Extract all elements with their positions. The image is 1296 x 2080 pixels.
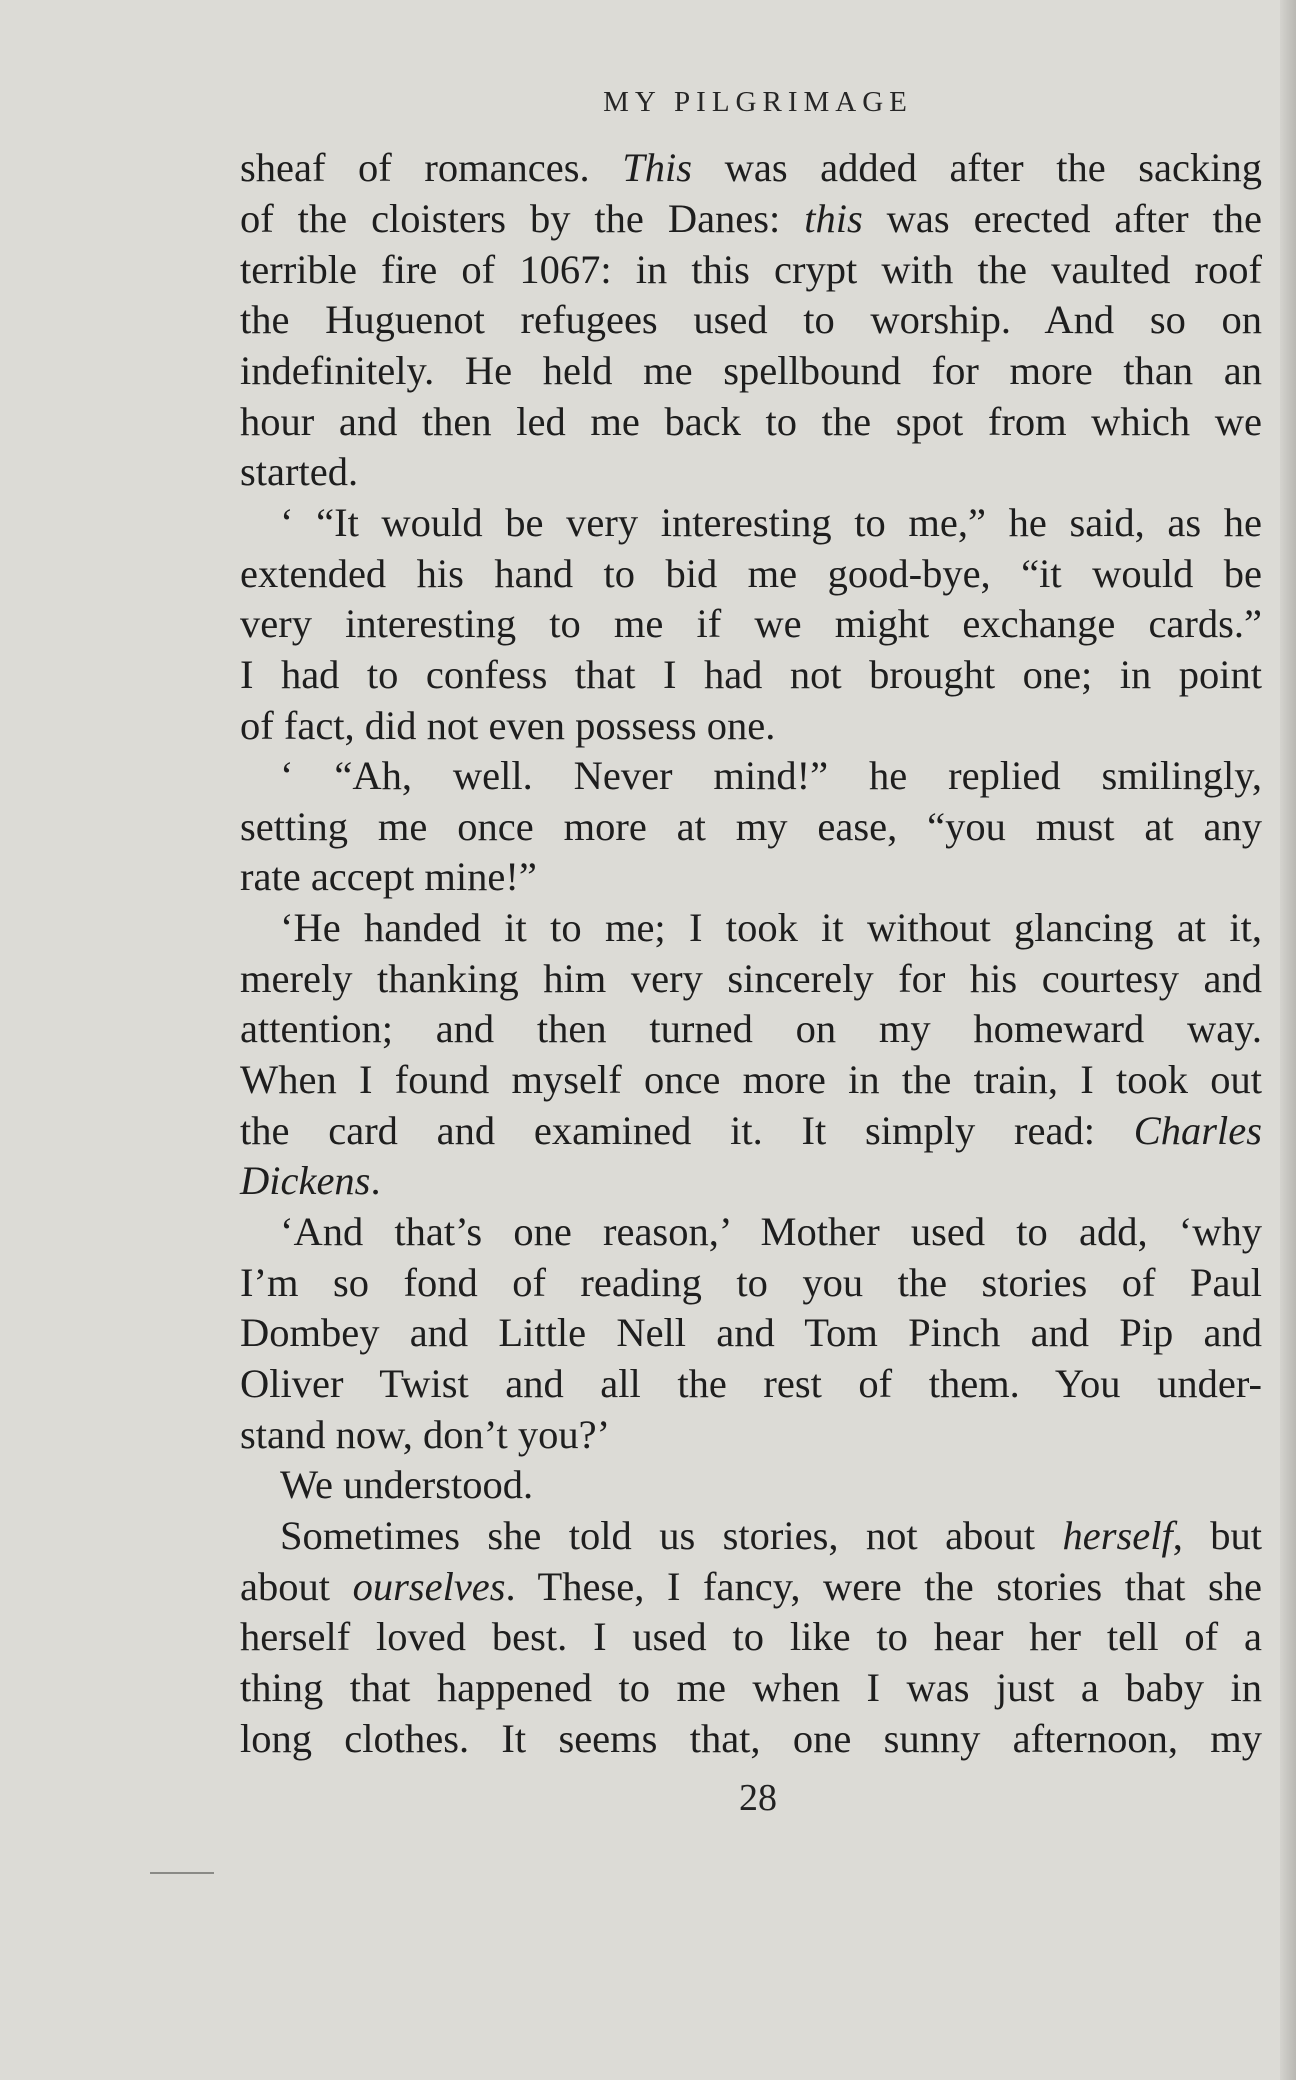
text-line: Dombey and Little Nell and Tom Pinch and Pip and xyxy=(240,1310,1262,1355)
text-line: I had to confess that I had not brought one; in point xyxy=(240,652,1262,697)
text-line: extended his hand to bid me good-bye, “it would be xyxy=(240,551,1262,596)
text-line: merely thanking him very sincerely for his courtesy and xyxy=(240,956,1262,1001)
page-edge-shadow xyxy=(1280,0,1296,2080)
text-line: I’m so fond of reading to you the stories of Paul xyxy=(240,1260,1262,1305)
text-line: herself loved best. I used to like to hear her tell of a xyxy=(240,1614,1262,1659)
text-line: the Huguenot refugees used to worship. And so on xyxy=(240,297,1262,342)
text-line: We understood. xyxy=(280,1462,534,1507)
text-line: ‘He handed it to me; I took it without glancing at it, xyxy=(280,905,1262,950)
text-line: ‘ “Ah, well. Never mind!” he replied smilingly, xyxy=(280,753,1262,798)
text-line: rate accept mine!” xyxy=(240,854,537,899)
text-line: thing that happened to me when I was just a baby in xyxy=(240,1665,1262,1710)
running-head: MY PILGRIMAGE xyxy=(603,86,913,118)
text-line: terrible fire of 1067: in this crypt with the vaulted roof xyxy=(240,247,1262,292)
text-line: started. xyxy=(240,449,359,494)
text-line: ‘ “It would be very interesting to me,” he said, as he xyxy=(280,500,1262,545)
text-line: very interesting to me if we might exchange cards.” xyxy=(240,601,1262,646)
text-line: hour and then led me back to the spot from which we xyxy=(240,399,1262,444)
text-line: When I found myself once more in the train, I took out xyxy=(240,1057,1262,1102)
page-number: 28 xyxy=(739,1777,777,1819)
text-line: of fact, did not even possess one. xyxy=(240,703,776,748)
pencil-mark xyxy=(150,1872,214,1874)
text-line: ‘And that’s one reason,’ Mother used to add, ‘why xyxy=(280,1209,1262,1254)
text-line: Dickens. xyxy=(240,1158,381,1203)
text-line: of the cloisters by the Danes: this was erected after the xyxy=(240,196,1262,241)
text-line: Oliver Twist and all the rest of them. You under- xyxy=(240,1361,1262,1406)
text-line: attention; and then turned on my homeward way. xyxy=(240,1006,1262,1051)
text-line: stand now, don’t you?’ xyxy=(240,1412,611,1457)
text-line: long clothes. It seems that, one sunny afternoon, my xyxy=(240,1716,1262,1761)
text-line: the card and examined it. It simply read: Charles xyxy=(240,1108,1262,1153)
text-line: Sometimes she told us stories, not about herself, but xyxy=(280,1513,1262,1558)
text-line: about ourselves. These, I fancy, were the stories that she xyxy=(240,1564,1263,1609)
text-line: setting me once more at my ease, “you must at any xyxy=(240,804,1262,849)
text-line: sheaf of romances. This was added after the sacking xyxy=(240,145,1262,190)
text-line: indefinitely. He held me spellbound for more than an xyxy=(240,348,1262,393)
